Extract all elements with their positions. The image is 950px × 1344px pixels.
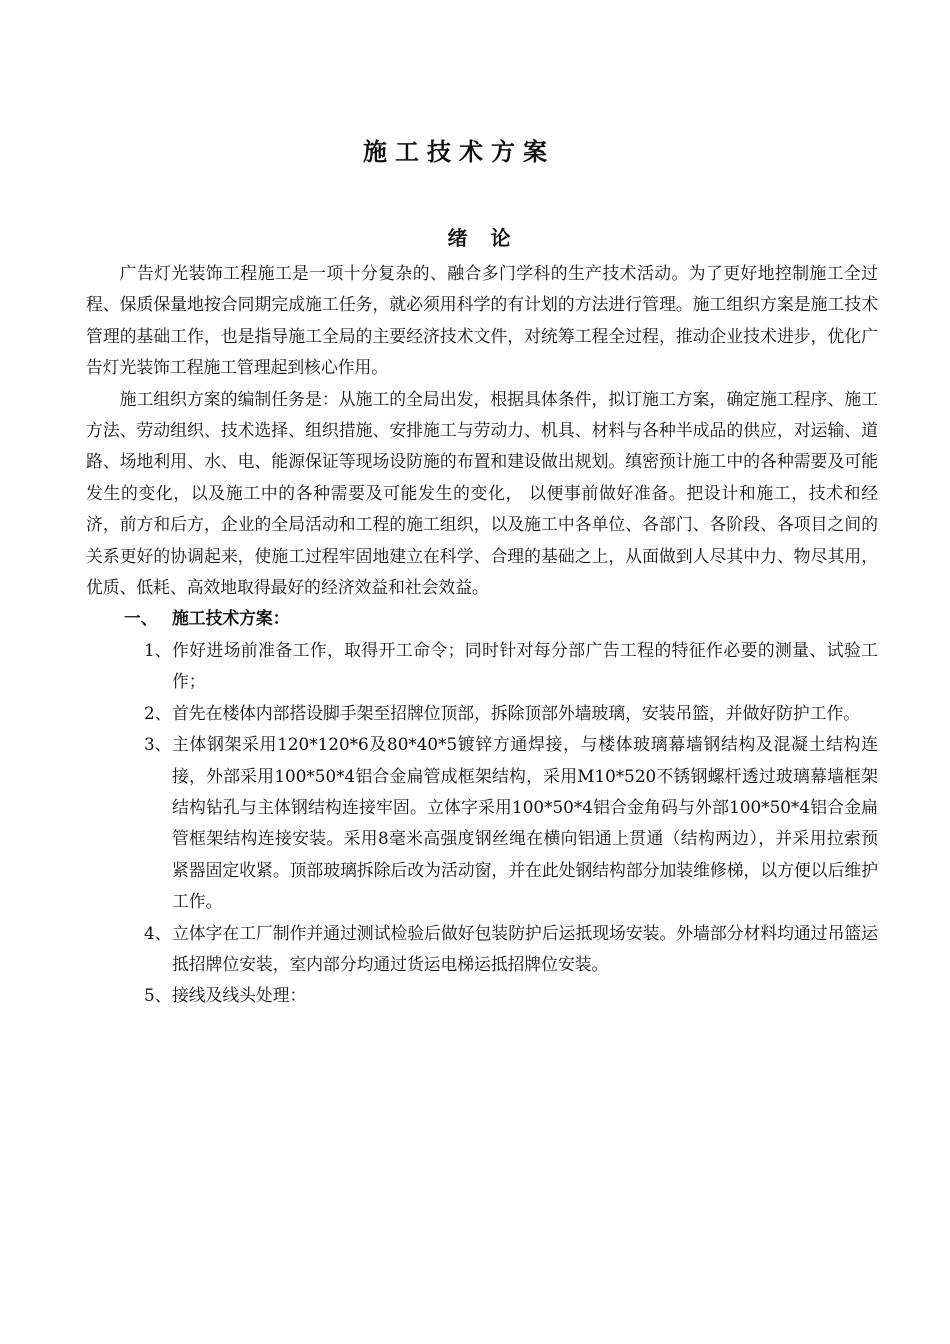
list-item-number: 3、 xyxy=(144,734,172,755)
list-item-text: 接线及线头处理： xyxy=(172,985,307,1006)
list-item xyxy=(86,729,878,917)
section-heading-text: 施工技术方案： xyxy=(172,608,290,629)
section-subtitle: 绪 论 xyxy=(447,226,519,250)
list-item-number: 1、 xyxy=(144,639,172,660)
list-item-text: 首先在楼体内部搭设脚手架至招牌位顶部，拆除顶部外墙玻璃，安装吊篮，并做好防护工作。 xyxy=(172,702,861,723)
section-number: 一、 xyxy=(124,608,158,629)
list-item xyxy=(86,980,878,1011)
list-item-text: 主体钢架采用120*120*6及80*40*5镀锌方通焊接，与楼体玻璃幕墙钢结构及混凝土结构连接，外部采用100*50*4铝合金扁管成框架结构，采用M10*520不锈钢螺杆透过玻璃幕墙框架结构钻孔与主体钢结构连接牢固。立体字采用100*50*4铝合金角码与外部100*50*4铝合金扁管框架结构连接安装。采用8毫米高强度钢丝绳在横向铝通上贯通（结构两边），并采用拉索预紧器固定收紧。顶部玻璃拆除后改为活动窗，并在此处钢结构部分加装维修梯，以方便以后维护工作。 xyxy=(172,734,878,912)
document-body xyxy=(86,258,878,1012)
intro-paragraph-2: 施工组织方案的编制任务是：从施工的全局出发，根据具体条件，拟订施工方案，确定施工程序、施工方法、劳动组织、技术选择、组织措施、安排施工与劳动力、机具、材料与各种半成品的供应，对运输、道路、场地利用、水、电、能源保证等现场设防施的布置和建设做出规划。缜密预计施工中的各种需要及可能发生的变化，以及施工中的各种需要及可能发生的变化， 以便事前做好准备。把设计和施工，技术和经济，前方和后方，企业的全局活动和工程的施工组织，以及施工中各单位、各部门、各阶段、各项目之间的关系更好的协调起来，使施工过程牢固地建立在科学、合理的基础之上，从面做到人尽其中力、物尽其用，优质、低耗、高效地取得最好的经济效益和社会效益。 xyxy=(86,388,878,598)
section-heading xyxy=(86,603,878,634)
list-item-text: 作好进场前准备工作，取得开工命令；同时针对每分部广告工程的特征作必要的测量、试验工作； xyxy=(172,639,878,692)
list-item xyxy=(86,635,878,698)
list-item xyxy=(86,918,878,981)
list-item xyxy=(86,698,878,729)
document-title: 施工技术方案 xyxy=(363,138,555,166)
intro-paragraph-1: 广告灯光装饰工程施工是一项十分复杂的、融合多门学科的生产技术活动。为了更好地控制施工全过程、保质保量地按合同期完成施工任务，就必须用科学的有计划的方法进行管理。施工组织方案是施工技术管理的基础工作，也是指导施工全局的主要经济技术文件，对统筹工程全过程，推动企业技术进步，优化广告灯光装饰工程施工管理起到核心作用。 xyxy=(86,263,878,378)
list-item-number: 5、 xyxy=(144,985,172,1006)
list-item-number: 2、 xyxy=(144,702,172,723)
list-item-number: 4、 xyxy=(144,922,172,943)
list-item-text: 立体字在工厂制作并通过测试检验后做好包装防护后运抵现场安装。外墙部分材料均通过吊篮运抵招牌位安装，室内部分均通过货运电梯运抵招牌位安装。 xyxy=(172,922,878,974)
